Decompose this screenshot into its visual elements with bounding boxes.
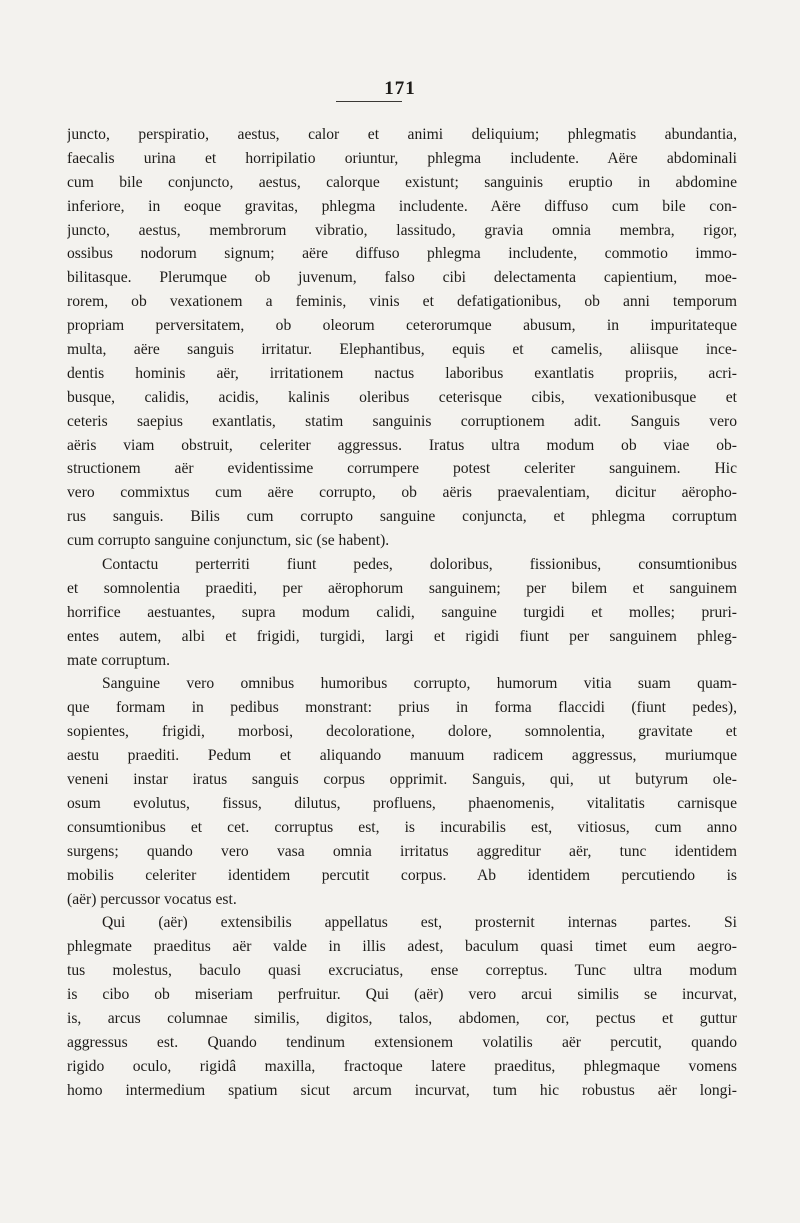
text-line: mate corruptum. xyxy=(67,651,171,669)
text-line: propriam perversitatem, ob oleorum ceterorumque abusum, in impuritateque xyxy=(67,317,737,335)
text-line: aggressus est. Quando tendinum extensionem volatilis aër percutit, quando xyxy=(67,1033,737,1051)
text-line: ossibus nodorum signum; aëre diffuso phlegma includente, commotio immo- xyxy=(67,245,737,263)
text-line: mobilis celeriter identidem percutit corpus. Ab identidem percutiendo is xyxy=(67,866,737,884)
text-line: vero commixtus cum aëre corrupto, ob aëris praevalentiam, dicitur aëropho- xyxy=(67,484,737,502)
text-line: dentis hominis aër, irritationem nactus laboribus exantlatis propriis, acri- xyxy=(67,364,737,382)
text-line: is, arcus columnae similis, digitos, talos, abdomen, cor, pectus et guttur xyxy=(67,1009,737,1027)
text-line: Qui (aër) extensibilis appellatus est, prosternit internas partes. Si xyxy=(102,914,737,932)
text-line: inferiore, in eoque gravitas, phlegma includente. Aëre diffuso cum bile con- xyxy=(67,197,737,215)
text-line: cum corrupto sanguine conjunctum, sic (se habent). xyxy=(67,532,390,550)
text-line: multa, aëre sanguis irritatur. Elephantibus, equis et camelis, aliisque ince- xyxy=(67,341,737,359)
text-line: faecalis urina et horripilatio oriuntur, phlegma includente. Aëre abdominali xyxy=(67,149,737,167)
text-line: aëris viam obstruit, celeriter aggressus. Iratus ultra modum ob viae ob- xyxy=(67,436,737,454)
text-line: osum evolutus, fissus, dilutus, profluens, phaenomenis, vitalitatis carnisque xyxy=(67,794,737,812)
text-line: Sanguine vero omnibus humoribus corrupto, humorum vitia suam quam- xyxy=(102,675,737,693)
text-line: ceteris saepius exantlatis, statim sanguinis corruptionem adit. Sanguis vero xyxy=(67,412,737,430)
text-line: juncto, perspiratio, aestus, calor et animi deliquium; phlegmatis abundantia, xyxy=(67,126,737,143)
text-line: busque, calidis, acidis, kalinis oleribus ceterisque cibis, vexationibusque et xyxy=(67,388,737,406)
page-number-rule xyxy=(336,101,402,102)
text-line: rorem, ob vexationem a feminis, vinis et defatigationibus, ob anni temporum xyxy=(67,293,737,311)
text-line: aestu praediti. Pedum et aliquando manuum radicem aggressus, muriumque xyxy=(67,747,737,765)
text-line: entes autem, albi et frigidi, turgidi, largi et rigidi fiunt per sanguinem phleg- xyxy=(67,627,737,645)
text-line: phlegmate praeditus aër valde in illis adest, baculum quasi timet eum aegro- xyxy=(67,938,737,956)
text-line: structionem aër evidentissime corrumpere potest celeriter sanguinem. Hic xyxy=(67,460,737,478)
text-line: homo intermedium spatium sicut arcum incurvat, tum hic robustus aër longi- xyxy=(67,1081,737,1099)
text-line: cum bile conjuncto, aestus, calorque existunt; sanguinis eruptio in abdomine xyxy=(67,173,737,191)
text-line: que formam in pedibus monstrant: prius in forma flaccidi (fiunt pedes), xyxy=(67,699,737,717)
text-line: juncto, aestus, membrorum vibratio, lassitudo, gravia omnia membra, rigor, xyxy=(67,221,737,239)
text-line: sopientes, frigidi, morbosi, decoloratione, dolore, somnolentia, gravitate et xyxy=(67,723,737,741)
text-line: rus sanguis. Bilis cum corrupto sanguine conjuncta, et phlegma corruptum xyxy=(67,508,737,526)
text-line: is cibo ob miseriam perfruitur. Qui (aër) vero arcui similis se incurvat, xyxy=(67,986,737,1004)
page-number: 171 xyxy=(384,78,416,99)
text-line: bilitasque. Plerumque ob juvenum, falso cibi delectamenta capientium, moe- xyxy=(67,269,737,287)
text-line: tus molestus, baculo quasi excruciatus, ense correptus. Tunc ultra modum xyxy=(67,962,737,980)
text-line: consumtionibus et cet. corruptus est, is incurabilis est, vitiosus, cum anno xyxy=(67,818,737,836)
text-line: et somnolentia praediti, per aërophorum sanguinem; per bilem et sanguinem xyxy=(67,579,737,597)
body-text xyxy=(67,123,737,1103)
text-line: surgens; quando vero vasa omnia irritatus aggreditur aër, tunc identidem xyxy=(67,842,737,860)
text-line: rigido oculo, rigidâ maxilla, fractoque latere praeditus, phlegmaque vomens xyxy=(67,1057,737,1075)
text-line: veneni instar iratus sanguis corpus opprimit. Sanguis, qui, ut butyrum ole- xyxy=(67,771,737,789)
text-line: horrifice aestuantes, supra modum calidi, sanguine turgidi et molles; pruri- xyxy=(67,603,737,621)
text-line: Contactu perterriti fiunt pedes, doloribus, fissionibus, consumtionibus xyxy=(102,556,737,574)
text-line: (aër) percussor vocatus est. xyxy=(67,890,237,908)
